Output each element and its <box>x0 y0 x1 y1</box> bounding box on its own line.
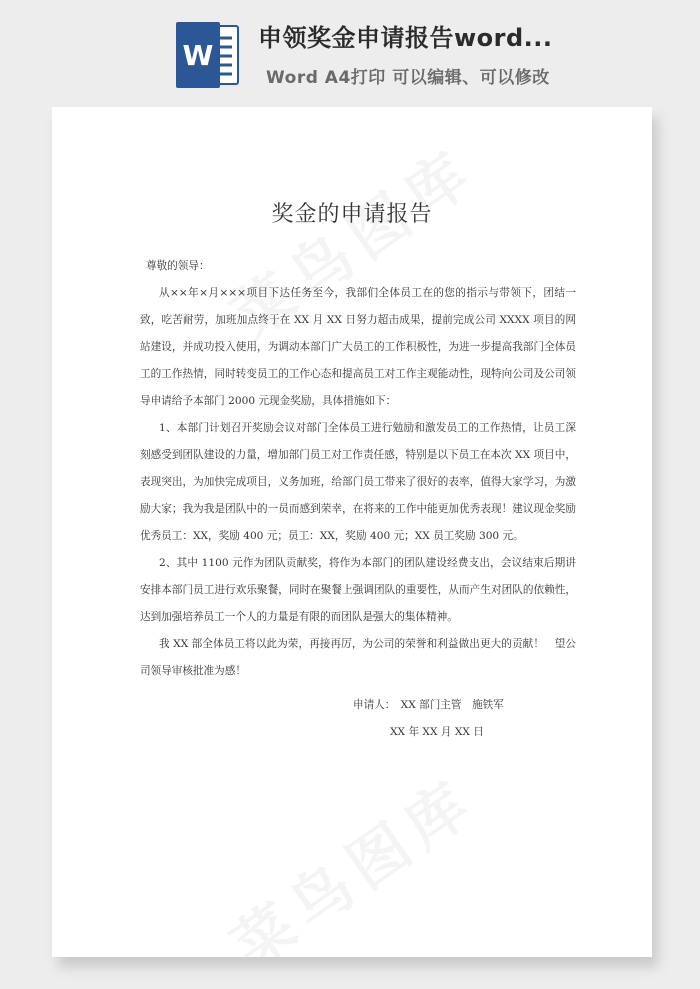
greeting: 尊敬的领导： <box>146 260 210 272</box>
preview-subtitle: Word A4打印 可以编辑、可以修改 <box>266 68 550 88</box>
date-line: XX 年 XX 月 XX 日 <box>390 726 484 738</box>
paragraph-measure-2: 2、其中 1100 元作为团队贡献奖，将作为本部门的团队建设经费支出，会议结束后期讲安排本部门员工进行欢乐聚餐，同时在聚餐上强调团队的重要性，从而产生对团队的依赖性，达到加强培养员工一个人的力量是有限的而团队是强大的集体精神。 <box>140 557 576 623</box>
document-page <box>52 107 652 957</box>
word-app-icon <box>174 20 240 90</box>
preview-title: 申领奖金申请报告word... <box>258 24 553 52</box>
paragraph-intro: 从××年×月×××项目下达任务至今，我部们全体员工在的您的指示与带领下，团结一致，吃苦耐劳，加班加点终于在 XX 月 XX 日努力超击成果，提前完成公司 XXXX 项目的网站建设，并成功投入使用，为调动本部门广大员工的工作积极性，为进一步提高我部门全体员工的工作热情，同时转变员工的工作心态和提高员工对工作主观能动性，现特向公司及公司领导申请给予本部门 2000 元现金奖励，具体措施如下： <box>140 287 576 407</box>
document-title: 奖金的申请报告 <box>271 202 433 227</box>
preview-header <box>0 0 700 100</box>
word-icon-letter: W <box>182 39 214 72</box>
paragraph-measure-1: 1、本部门计划召开奖励会议对部门全体员工进行勉励和激发员工的工作热情，让员工深刻感受到团队建设的力量，增加部门员工对工作责任感，特别是以下员工在本次 XX 项目中，表现突出，为加快完成项目，义务加班，给部门员工带来了很好的表率，值得大家学习，为激励大家；我为我是团队中的一员而感到荣幸，在将来的工作中能更加优秀表现！建议现金奖励优秀员工：XX，奖励 400 元；员工：XX，奖励 400 元；XX 员工奖励 300 元。 <box>140 422 576 542</box>
signature-line: 申请人： XX 部门主管 施铁军 <box>353 699 504 711</box>
watermark-bottom <box>213 754 492 957</box>
document-body <box>140 253 576 685</box>
paragraph-closing: 我 XX 部全体员工将以此为荣，再接再厉，为公司的荣誉和利益做出更大的贡献！ 望公司领导审核批准为感！ <box>140 638 576 677</box>
